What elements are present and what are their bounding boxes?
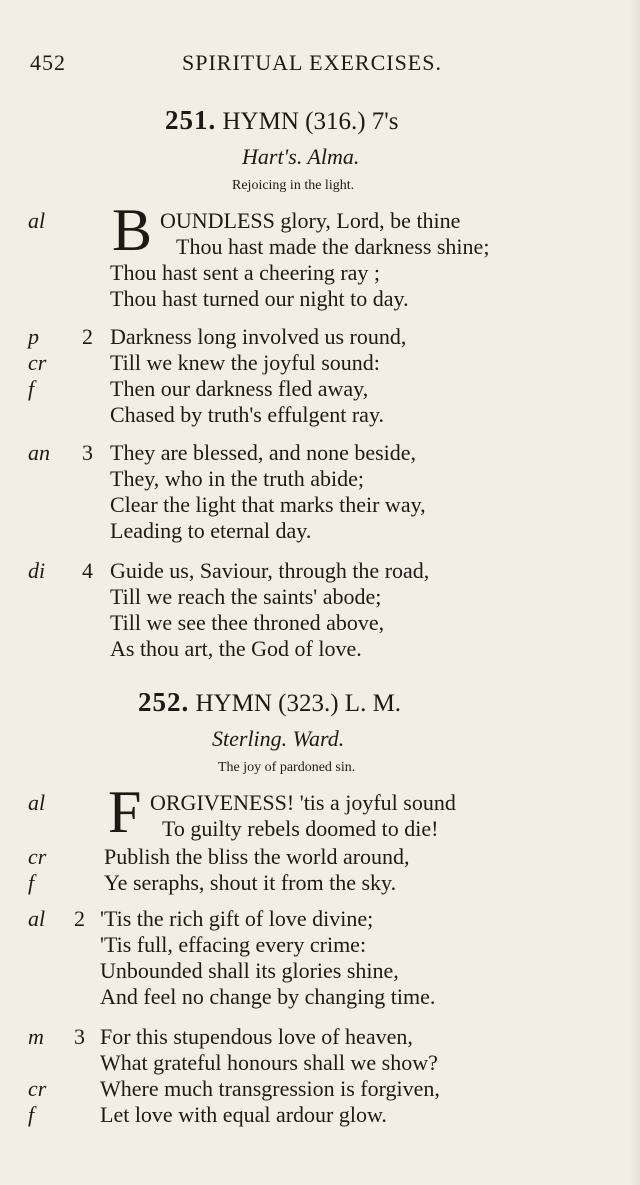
verse-line: Ye seraphs, shout it from the sky.: [104, 870, 397, 895]
dynamic-mark: al: [28, 208, 46, 233]
verse-line: What grateful honours shall we show?: [100, 1050, 438, 1075]
dynamic-mark: f: [28, 870, 35, 895]
drop-cap: B: [112, 197, 153, 263]
hymn-252-title: HYMN (323.) L. M.: [195, 690, 402, 717]
dynamic-mark: an: [28, 440, 50, 465]
dynamic-mark: al: [28, 790, 46, 815]
hymn-251-tune: Hart's. Alma.: [242, 144, 360, 169]
verse-line: Till we see thee throned above,: [110, 610, 385, 635]
verse-line: 'Tis full, effacing every crime:: [100, 932, 367, 957]
verse-number: 4: [82, 558, 93, 583]
dynamic-mark: cr: [28, 1076, 47, 1101]
verse-line: Where much transgression is forgiven,: [100, 1076, 440, 1101]
drop-cap: F: [108, 779, 142, 845]
page-edge-shadow: [630, 0, 640, 1185]
dynamic-mark: f: [28, 1102, 35, 1127]
verse-line: Thou hast made the darkness shine;: [176, 234, 490, 259]
verse-line: To guilty rebels doomed to die!: [162, 816, 439, 841]
verse-line: Unbounded shall its glories shine,: [100, 958, 399, 983]
hymn-252-number: 252.: [138, 687, 190, 717]
hymn-252-subject: The joy of pardoned sin.: [218, 760, 356, 775]
verse-number: 2: [74, 906, 85, 931]
verse-line: 'Tis the rich gift of love divine;: [100, 906, 374, 931]
verse-line: And feel no change by changing time.: [100, 984, 436, 1009]
verse-line: They are blessed, and none beside,: [110, 440, 417, 465]
page-number: 452: [30, 50, 66, 75]
dynamic-mark: m: [28, 1024, 44, 1049]
verse-line: Then our darkness fled away,: [110, 376, 369, 401]
verse-number: 3: [74, 1024, 85, 1049]
verse-number: 3: [82, 440, 93, 465]
verse-line: As thou art, the God of love.: [110, 636, 362, 661]
verse-line: Darkness long involved us round,: [110, 324, 407, 349]
hymn-251-heading: [165, 105, 399, 136]
dynamic-mark: p: [28, 324, 39, 349]
verse-line: Let love with equal ardour glow.: [100, 1102, 387, 1127]
dynamic-mark: di: [28, 558, 46, 583]
hymn-251-number: 251.: [165, 105, 217, 135]
dynamic-mark: cr: [28, 350, 47, 375]
verse-line: Leading to eternal day.: [110, 518, 312, 543]
verse-line: Till we knew the joyful sound:: [110, 350, 380, 375]
verse-line: They, who in the truth abide;: [110, 466, 364, 491]
verse-line: Clear the light that marks their way,: [110, 492, 426, 517]
verse-line: Guide us, Saviour, through the road,: [110, 558, 430, 583]
hymn-251-title: HYMN (316.) 7's: [222, 108, 399, 135]
verse-line: Thou hast turned our night to day.: [110, 286, 409, 311]
verse-line: Till we reach the saints' abode;: [110, 584, 382, 609]
verse-line: ORGIVENESS! 'tis a joyful sound: [150, 790, 456, 815]
verse-line: Thou hast sent a cheering ray ;: [110, 260, 381, 285]
hymn-251-subject: Rejoicing in the light.: [232, 178, 355, 193]
dynamic-mark: f: [28, 376, 35, 401]
hymn-252-heading: [138, 687, 401, 718]
verse-line: Publish the bliss the world around,: [104, 844, 410, 869]
section-title: SPIRITUAL EXERCISES.: [182, 50, 442, 75]
dynamic-mark: cr: [28, 844, 47, 869]
hymn-252-tune: Sterling. Ward.: [212, 726, 345, 751]
verse-line: Chased by truth's effulgent ray.: [110, 402, 385, 427]
dynamic-mark: al: [28, 906, 46, 931]
verse-line: For this stupendous love of heaven,: [100, 1024, 413, 1049]
verse-number: 2: [82, 324, 93, 349]
verse-line: OUNDLESS glory, Lord, be thine: [160, 208, 461, 233]
